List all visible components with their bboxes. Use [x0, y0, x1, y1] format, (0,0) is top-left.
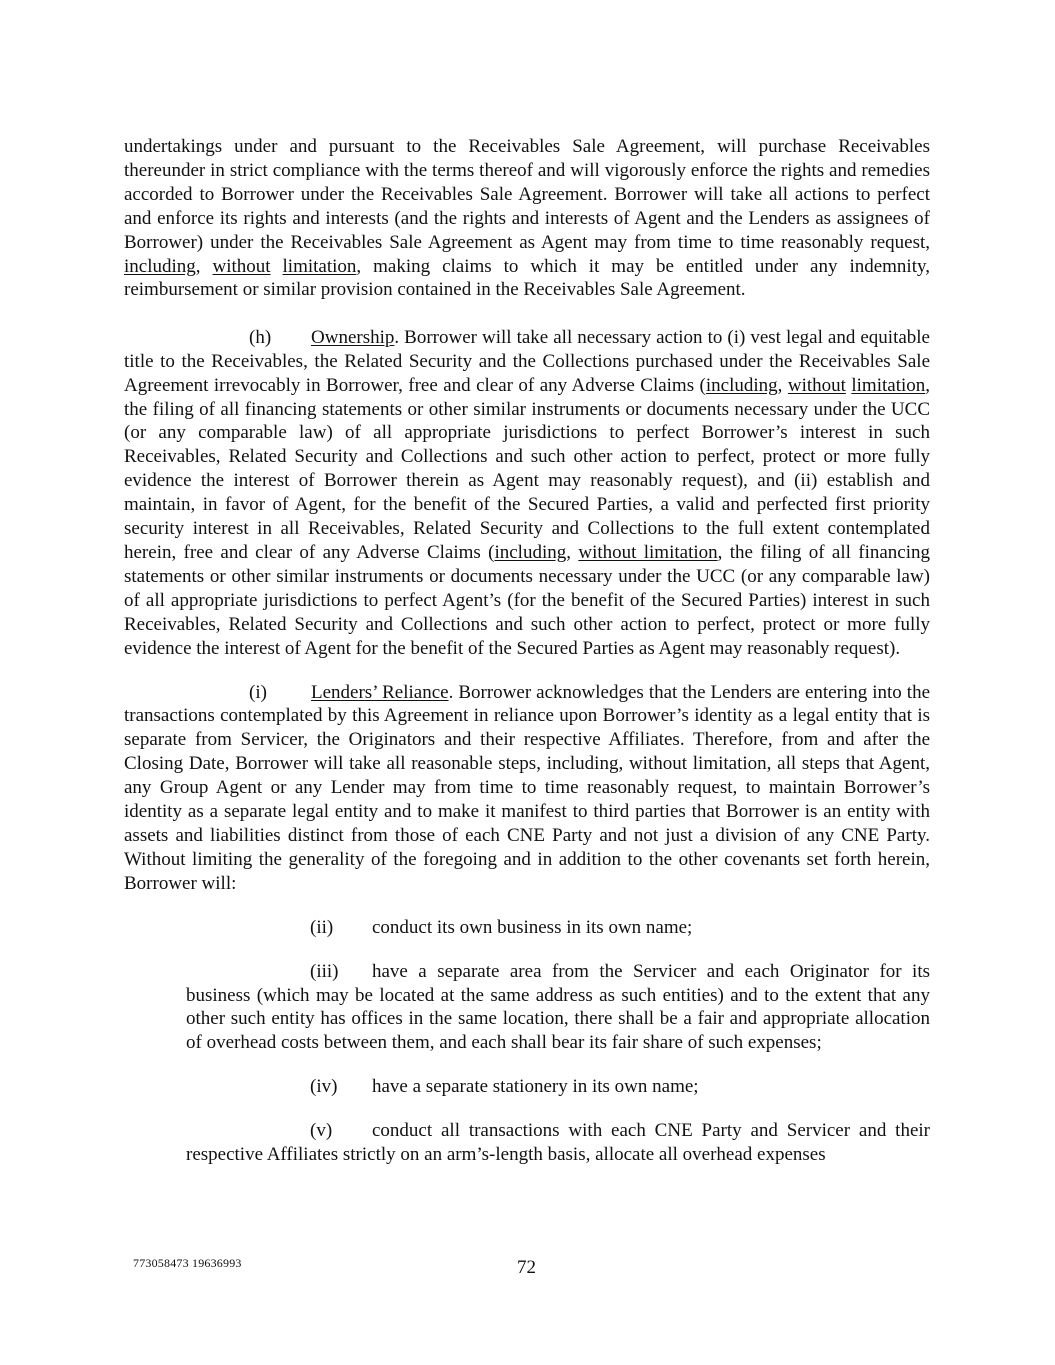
underlined-term: limitation — [282, 255, 357, 277]
separator: , — [777, 374, 788, 396]
clause-label: (iii) — [310, 960, 339, 982]
clause-text: conduct all transactions with each CNE Party and Servicer and their respective Affiliates strictly on an arm’s-length basis, allocate all overhead expenses — [186, 1120, 930, 1166]
paragraph-text: , the filing of all financing statements or other similar instruments or documents necessary under the UCC (or any comparable law) of all appropriate jurisdictions to perfect Agent’s (for the benefit of the Secured Parties) interest in such Receivables, Related Security and Collections and such other action to perfect, protect or more fully evidence the interest of Agent for the benefit of the Secured Parties as Agent may reasonably request). — [124, 542, 931, 659]
separator — [271, 256, 283, 277]
section-label: (h) — [249, 326, 272, 348]
underlined-term: including — [494, 542, 567, 563]
clause-iv — [186, 1075, 930, 1099]
page-number: 72 — [517, 1257, 536, 1278]
underlined-term: without limitation — [578, 542, 718, 563]
clause-text: conduct its own business in its own name; — [372, 916, 693, 938]
document-body — [124, 135, 930, 1167]
underlined-term: without — [212, 255, 271, 277]
paragraph-text: . Borrower will take all necessary action to (i) vest legal and equitable title to the Receivables, the Related Security and the Collections purchased under the Receivables Sale Agreement irrevocably in Borrower, free and clear of any Adverse Claims ( — [124, 326, 930, 396]
underlined-term: including — [705, 374, 778, 396]
underlined-term: limitation — [851, 374, 926, 396]
clause-label: (v) — [310, 1120, 333, 1142]
section-heading: Lenders’ Reliance — [311, 681, 449, 703]
underlined-term: without — [787, 374, 846, 396]
clause-text: have a separate stationery in its own name; — [372, 1076, 699, 1098]
section-label: (i) — [249, 681, 267, 703]
paragraph-text: undertakings under and pursuant to the Receivables Sale Agreement, will purchase Receivables thereunder in strict compliance with the terms thereof and will vigorously enforce the rights and remedies accorded to Borrower under the Receivables Sale Agreement. Borrower will take all actions to perfect and enforce its rights and interests (and the rights and interests of Agent and the Lenders as assignees of Borrower) under the Receivables Sale Agreement as Agent may from time to time reasonably request, — [124, 136, 930, 253]
paragraph-g-continuation — [124, 135, 930, 302]
clause-label: (iv) — [310, 1076, 338, 1098]
paragraph-text: . Borrower acknowledges that the Lenders are entering into the transactions contemplated by this Agreement in reliance upon Borrower’s identity as a legal entity that is separate from Servicer, the Originators and their respective Affiliates. Therefore, from and after the Closing Date, Borrower will take all reasonable steps, including, without limitation, all steps that Agent, any Group Agent or any Lender may from time to time reasonably request, to maintain Borrower’s identity as a separate legal entity and to make it manifest to third parties that Borrower is an entity with assets and liabilities distinct from those of each CNE Party and not just a division of any CNE Party. Without limiting the generality of the foregoing and in addition to the other covenants set forth herein, Borrower will: — [124, 681, 931, 894]
clause-text: have a separate area from the Servicer and each Originator for its business (which may be located at the same address as such entities) and to the extent that any other such entity has offices in the same location, there shall be a fair and appropriate allocation of overhead costs between them, and each shall bear its fair share of such expenses; — [186, 960, 930, 1054]
paragraph-i-lenders-reliance — [124, 681, 930, 896]
paragraph-h-ownership — [124, 326, 930, 661]
paragraph-text: , making claims to which it may be entitled under any indemnity, reimbursement or similar provision contained in the Receivables Sale Agreement. — [124, 255, 931, 301]
clause-v — [186, 1119, 930, 1167]
document-id-footer: 773058473 19636993 — [133, 1256, 242, 1270]
separator: , — [566, 542, 579, 563]
clause-label: (ii) — [310, 916, 334, 938]
paragraph-text: , the filing of all financing statements or other similar instruments or documents necessary under the UCC (or any comparable law) of all appropriate jurisdictions to perfect Borrower’s interest in such Receivables, Related Security and Collections and such other action to perfect, protect or more fully evidence the interest of Borrower therein as Agent may reasonably request), and (ii) establish and maintain, in favor of Agent, for the benefit of the Secured Parties, a valid and perfected first priority security interest in all Receivables, Related Security and Collections to the full extent contemplated herein, free and clear of any Adverse Claims ( — [124, 374, 931, 563]
clause-ii — [186, 916, 930, 940]
underlined-term: including — [124, 255, 196, 277]
separator: , — [195, 255, 213, 277]
section-heading: Ownership — [311, 326, 395, 348]
clause-iii — [186, 960, 930, 1056]
